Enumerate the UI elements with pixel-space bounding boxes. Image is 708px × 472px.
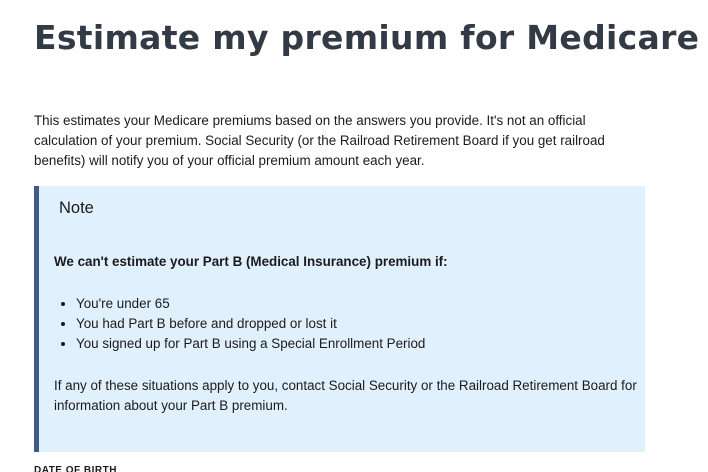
intro-paragraph: This estimates your Medicare premiums based on the answers you provide. It's not an official calculation of your premium. Social Security (or the Railroad Retirement Board if you get railroad benefits) will notify you of your official premium amount each year. xyxy=(34,113,605,168)
note-heading: Note xyxy=(59,199,94,217)
note-lead: We can't estimate your Part B (Medical Insurance) premium if: xyxy=(54,254,448,269)
list-item: • You signed up for Part B using a Special Enrollment Period xyxy=(76,334,425,354)
date-of-birth-label: DATE OF BIRTH xyxy=(34,465,117,472)
note-body: If any of these situations apply to you, contact Social Security or the Railroad Retirement Board for information about your Part B premium. xyxy=(54,378,637,413)
list-item: • You're under 65 xyxy=(76,294,425,314)
list-item: • You had Part B before and dropped or lost it xyxy=(76,314,425,334)
note-list xyxy=(54,294,425,354)
page-title: Estimate my premium for Medicare xyxy=(34,18,700,57)
note-box xyxy=(34,186,645,452)
